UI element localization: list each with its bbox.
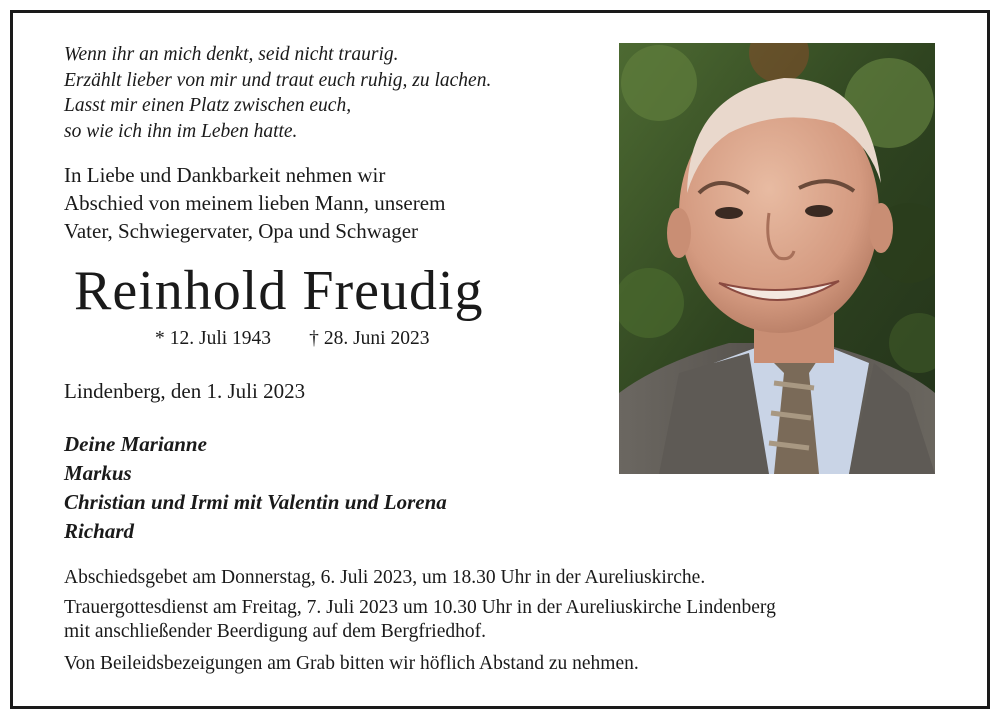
family-member: Christian und Irmi mit Valentin und Lorena — [64, 490, 447, 514]
deceased-name: Reinhold Freudig — [74, 260, 484, 322]
birth-date — [155, 326, 271, 352]
intro-line: In Liebe und Dankbarkeit nehmen wir — [64, 163, 386, 187]
portrait-image — [619, 43, 935, 474]
birth-star-icon: * — [155, 328, 165, 349]
family-member: Deine Marianne — [64, 432, 207, 456]
family-signatures — [64, 430, 447, 546]
intro-text — [64, 161, 445, 245]
poem-line: Wenn ihr an mich denkt, seid nicht traurig. — [64, 44, 399, 65]
intro-line: Vater, Schwiegervater, Opa und Schwager — [64, 219, 419, 243]
death-date — [309, 326, 429, 352]
funeral-service-info: Trauergottesdienst am Freitag, 7. Juli 2023 um 10.30 Uhr in der Aureliuskirche Lindenberg — [64, 597, 776, 618]
intro-line: Abschied von meinem lieben Mann, unserem — [64, 191, 446, 215]
poem — [64, 42, 491, 144]
poem-line: so wie ich ihn im Leben hatte. — [64, 120, 298, 142]
death-date-text: 28. Juni 2023 — [323, 328, 430, 349]
family-member: Richard — [64, 519, 135, 543]
portrait-photo — [619, 43, 935, 474]
service-info — [64, 566, 776, 676]
birth-date-text: 12. Juli 1943 — [169, 328, 272, 349]
prayer-info: Abschiedsgebet am Donnerstag, 6. Juli 2023, um 18.30 Uhr in der Aureliuskirche. — [64, 567, 706, 588]
poem-line: Lasst mir einen Platz zwischen euch, — [64, 95, 352, 116]
condolence-note: Von Beileidsbezeigungen am Grab bitten wir höflich Abstand zu nehmen. — [64, 653, 639, 674]
burial-info: mit anschließender Beerdigung auf dem Bergfriedhof. — [64, 621, 487, 642]
life-dates — [155, 326, 429, 352]
poem-line: Erzählt lieber von mir und traut euch ruhig, zu lachen. — [64, 69, 492, 91]
family-member: Markus — [64, 461, 132, 485]
death-cross-icon: † — [309, 328, 319, 349]
place-and-date: Lindenberg, den 1. Juli 2023 — [64, 379, 306, 403]
